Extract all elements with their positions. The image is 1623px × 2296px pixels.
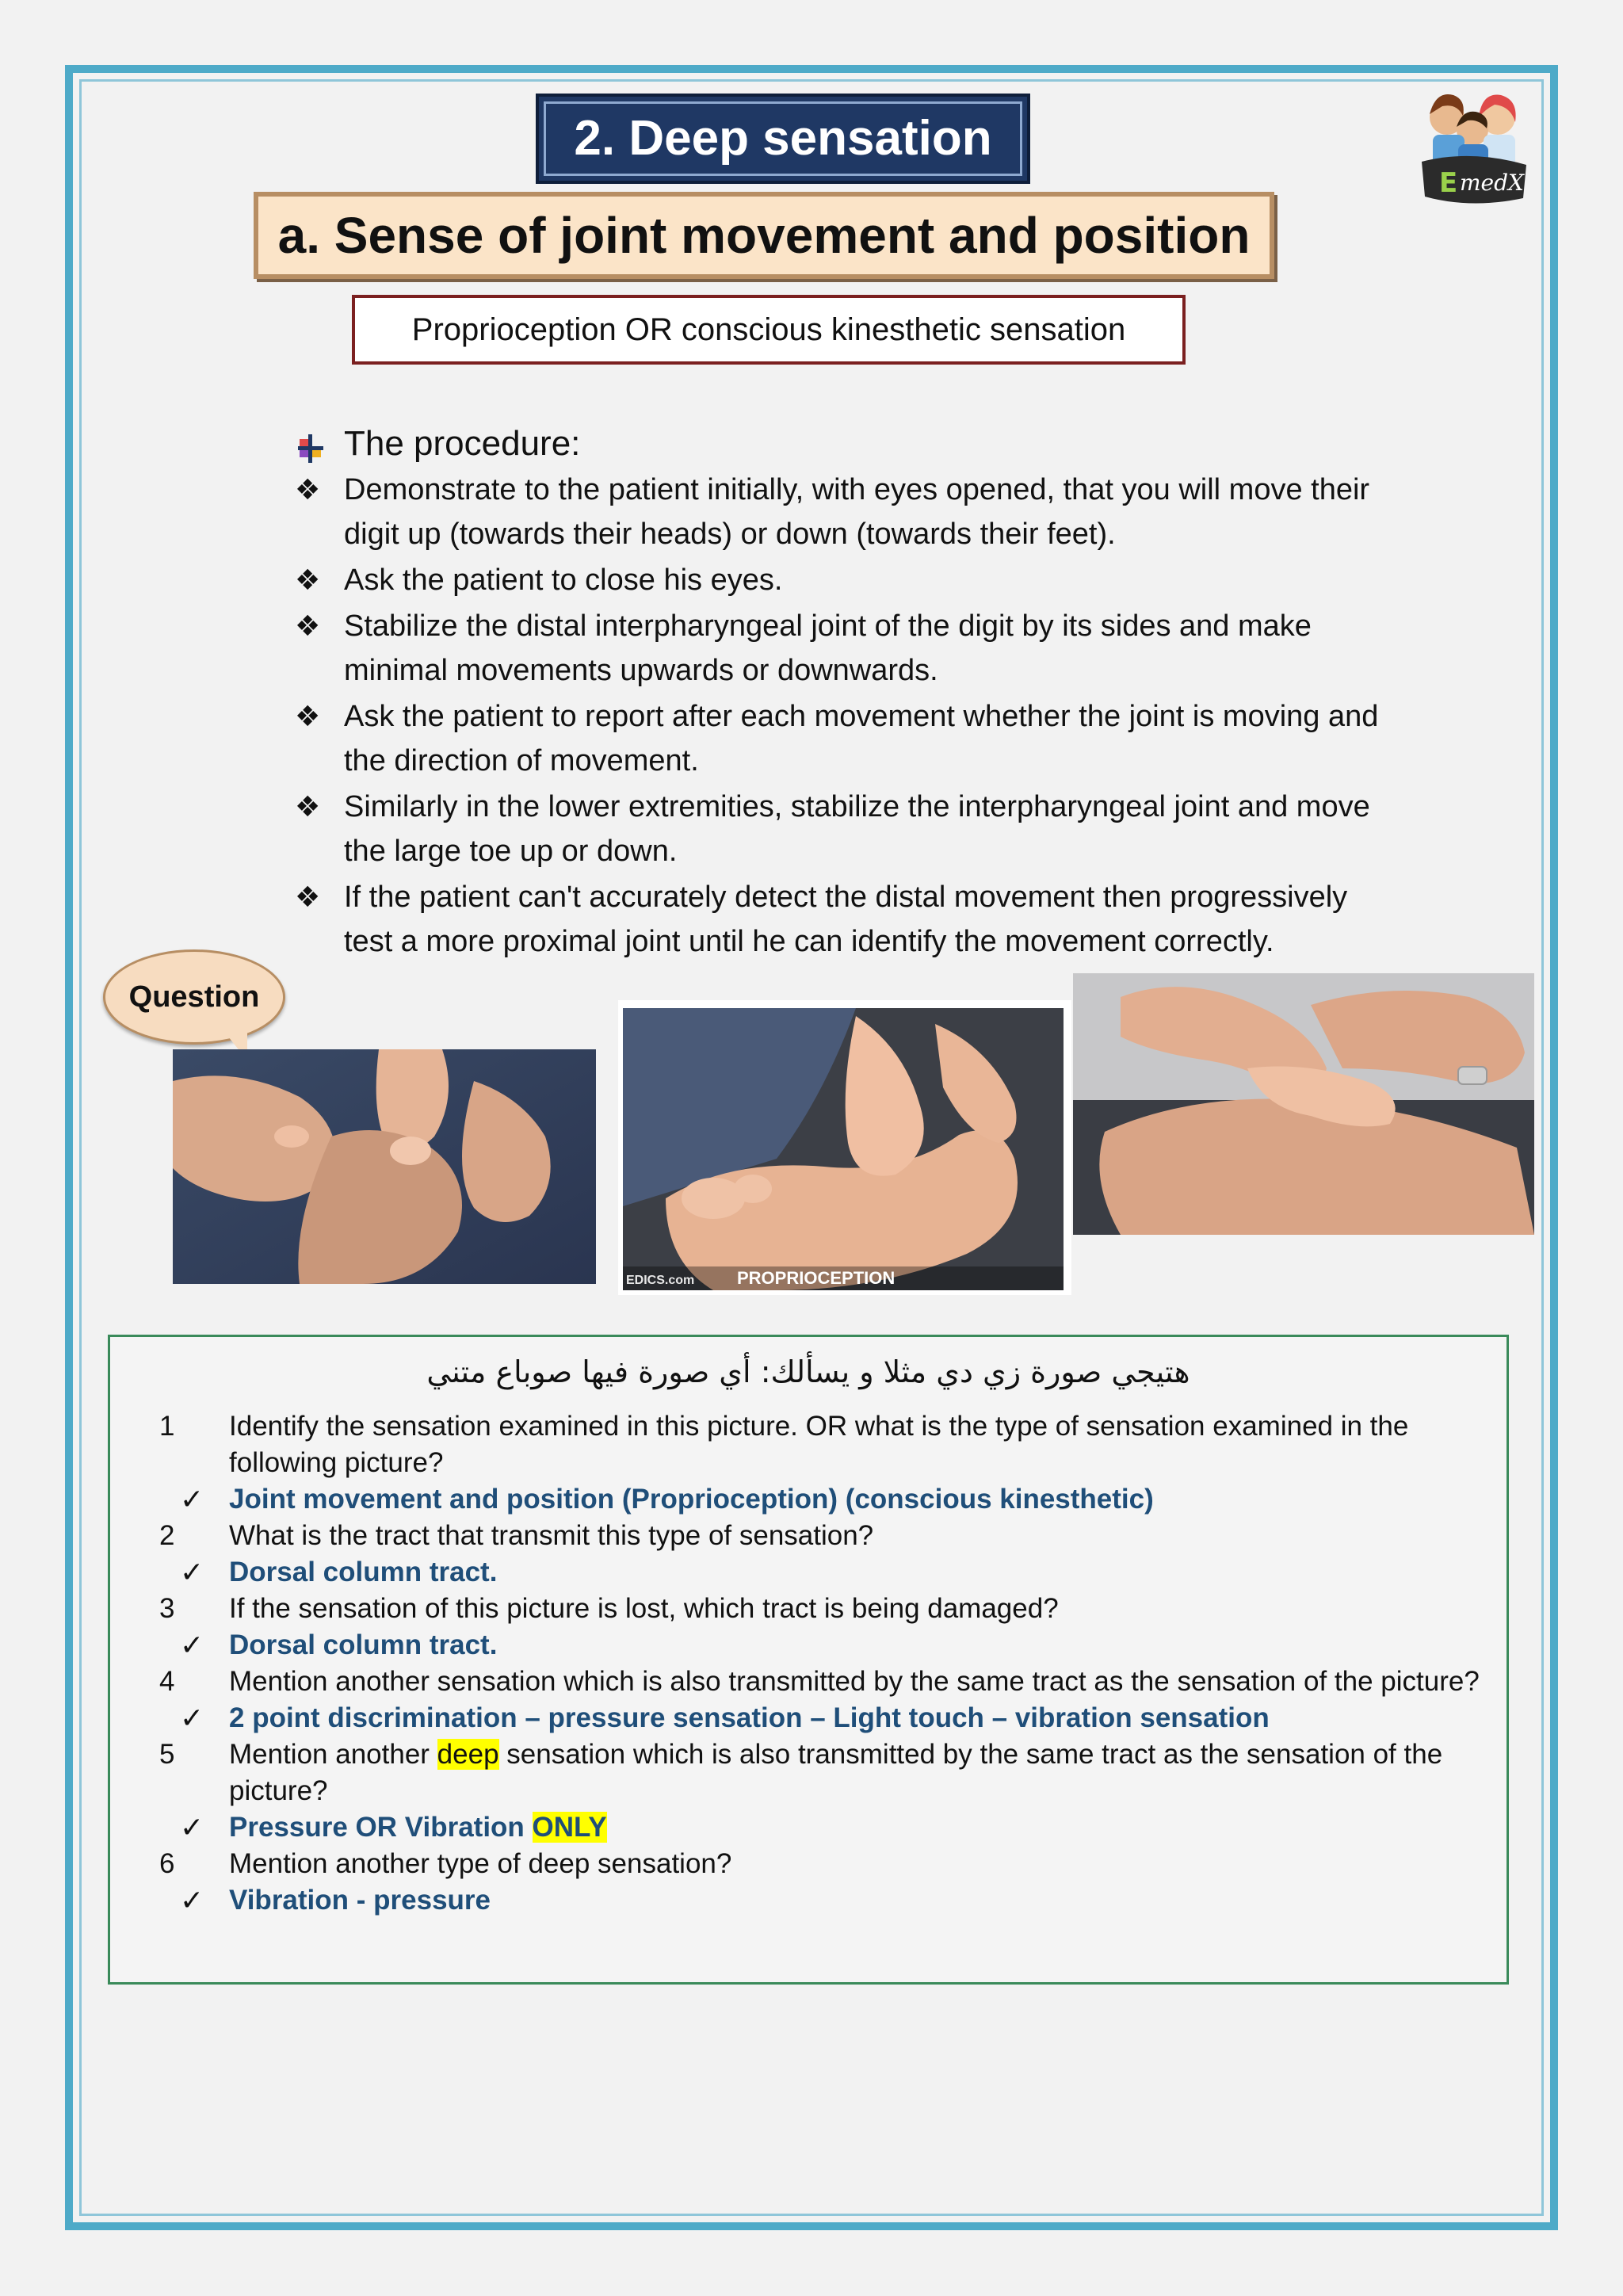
photo-watermark: EDICS.com [626,1274,695,1287]
pin-bullet-icon [295,430,327,461]
procedure-heading [295,420,580,468]
question-row: 3 If the sensation of this picture is lost, which tract is being damaged? [159,1593,1059,1624]
list-item: ❖ Stabilize the distal interpharyngeal joint of the digit by its sides and make minimal movements upwards or downwards. [295,604,1388,693]
svg-text:E: E [1439,167,1458,199]
answer-row: ✓ Vibration - pressure [159,1882,1491,1919]
svg-text:medX: medX [1460,170,1524,196]
subtitle: Proprioception OR conscious kinesthetic sensation [411,312,1126,347]
question-row: 6 Mention another type of deep sensation? [159,1848,732,1879]
list-item: ❖ Ask the patient to report after each movement whether the joint is moving and the direction of movement. [295,694,1388,783]
section-title-box [536,94,1030,184]
question-row: 5 Mention another deep sensation which is also transmitted by the same tract as the sensation of the picture? [159,1739,1443,1806]
list-item: ❖ Similarly in the lower extremities, stabilize the interpharyngeal joint and move the large toe up or down. [295,785,1388,873]
diamond-bullet-icon: ❖ [295,881,321,913]
question-callout [103,949,285,1060]
diamond-bullet-icon: ❖ [295,473,321,506]
photo-hand-proprioception [1073,973,1534,1235]
check-icon: ✓ [180,1629,204,1661]
arabic-intro: هتيجي صورة زي دي مثلا و يسألك: أي صورة فيها صوباع متني [426,1354,1190,1389]
diamond-bullet-icon: ❖ [295,790,321,823]
answer-row: ✓ Joint movement and position (Proprioception) (conscious kinesthetic) [159,1481,1491,1518]
check-icon: ✓ [180,1702,204,1734]
check-icon: ✓ [180,1483,204,1515]
answer-row: ✓ Dorsal column tract. [159,1554,1491,1591]
subsection-title-box [254,192,1274,279]
procedure-heading-text: The procedure: [344,424,581,463]
question-row: 1 Identify the sensation examined in this picture. OR what is the type of sensation examined in the following picture? [159,1411,1409,1478]
check-icon: ✓ [180,1556,204,1588]
answer-row: ✓ 2 point discrimination – pressure sensation – Light touch – vibration sensation [159,1700,1491,1736]
section-title: 2. Deep sensation [574,111,992,166]
diamond-bullet-icon: ❖ [295,609,321,642]
list-item: ❖ Ask the patient to close his eyes. [295,558,1388,602]
highlight: deep [437,1739,499,1770]
question-label: Question [128,980,260,1014]
diamond-bullet-icon: ❖ [295,563,321,596]
diamond-bullet-icon: ❖ [295,700,321,732]
subsection-title: a. Sense of joint movement and position [277,207,1251,264]
photo-toe-proprioception [618,1000,1071,1295]
highlight: ONLY [532,1812,607,1843]
list-item: ❖ Demonstrate to the patient initially, with eyes opened, that you will move their digit up (towards their heads) or down (towards their feet). [295,468,1388,556]
procedure-steps [295,468,1388,965]
check-icon: ✓ [180,1811,204,1843]
list-item: ❖ If the patient can't accurately detect the distal movement then progressively test a more proximal joint until he can identify the movement correctly. [295,875,1388,964]
photo-caption: PROPRIOCEPTION [737,1268,896,1288]
question-row: 4 Mention another sensation which is also transmitted by the same tract as the sensation of the picture? [159,1666,1480,1697]
logo [1415,82,1531,212]
check-icon: ✓ [180,1884,204,1916]
answer-row: ✓ Pressure OR Vibration ONLY [159,1809,1491,1846]
subtitle-box [352,295,1186,365]
question-answer-box [108,1335,1509,1985]
question-row: 2 What is the tract that transmit this type of sensation? [159,1520,874,1551]
photo-finger-proprioception [173,1049,596,1284]
qa-list [159,1408,1491,1919]
answer-row: ✓ Dorsal column tract. [159,1627,1491,1664]
